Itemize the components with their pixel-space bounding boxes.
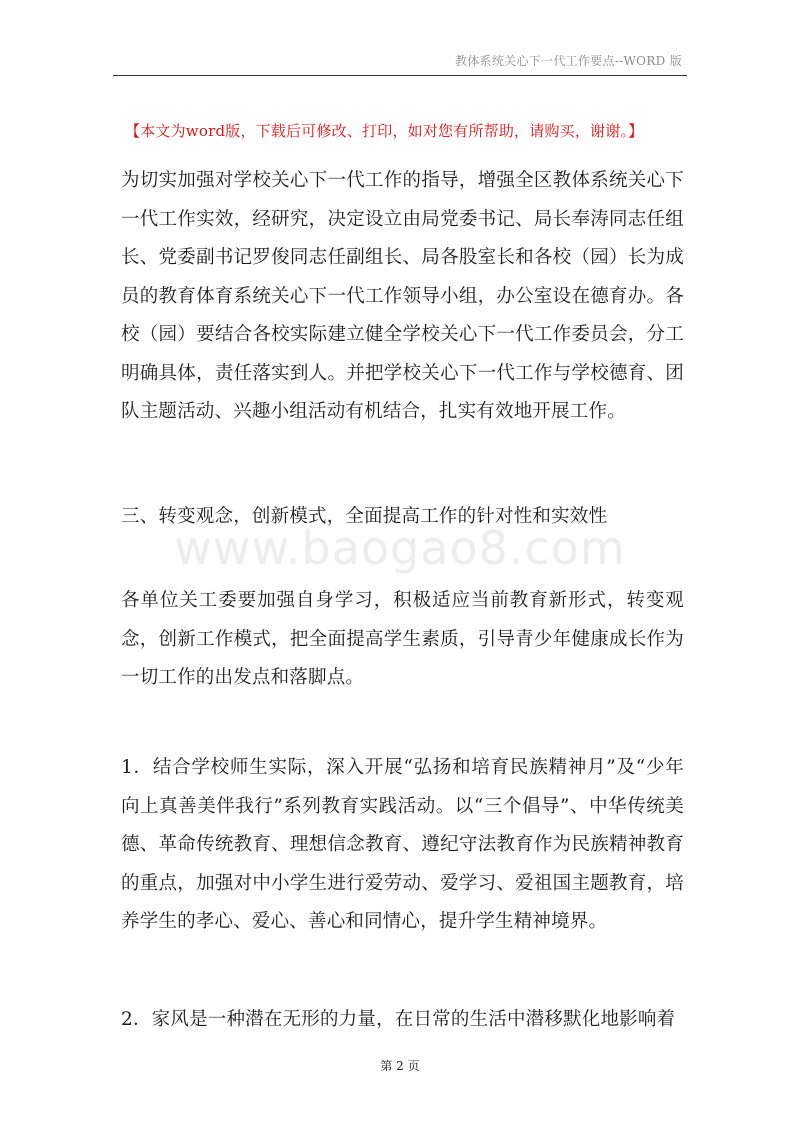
body-paragraph-3: 1．结合学校师生实际，深入开展“弘扬和培育民族精神月”及“少年向上真善美伴我行”系列教育实践活动。以“三个倡导”、中华传统美德、革命传统教育、理想信念教育、遵纪守法教育作为民族精神教育的重点，加强对中小学生进行爱劳动、爱学习、爱祖国主题教育，培养学生的孝心、爱心、善心和同情心，提升学生精神境界。 xyxy=(121,757,684,932)
section-heading: 三、转变观念，创新模式，全面提高工作的针对性和实效性 xyxy=(121,506,608,527)
body-paragraph-2: 各单位关工委要加强自身学习，积极适应当前教育新形式，转变观念，创新工作模式，把全面提高学生素质，引导青少年健康成长作为一切工作的出发点和落脚点。 xyxy=(121,590,684,688)
body-paragraph-4: 2．家风是一种潜在无形的力量，在日常的生活中潜移默化地影响着 xyxy=(121,1009,676,1030)
site-watermark: www.baogao8.com xyxy=(174,521,626,575)
purchase-notice: 【本文为word版，下载后可修改、打印，如对您有所帮助，请购买，谢谢。】 xyxy=(125,122,644,140)
page-number: 第 2 页 xyxy=(380,1059,420,1073)
header-divider xyxy=(113,75,687,76)
body-paragraph-1: 为切实加强对学校关心下一代工作的指导，增强全区教体系统关心下一代工作实效，经研究，决定设立由局党委书记、局长奉涛同志任组长、党委副书记罗俊同志任副组长、局各股室长和各校（园）长为成员的教育体育系统关心下一代工作领导小组，办公室设在德育办。各校（园）要结合各校实际建立健全学校关心下一代工作委员会，分工明确具体，责任落实到人。并把学校关心下一代工作与学校德育、团队主题活动、兴趣小组活动有机结合，扎实有效地开展工作。 xyxy=(121,170,684,422)
document-header-title: 教体系统关心下一代工作要点--WORD 版 xyxy=(454,54,682,68)
